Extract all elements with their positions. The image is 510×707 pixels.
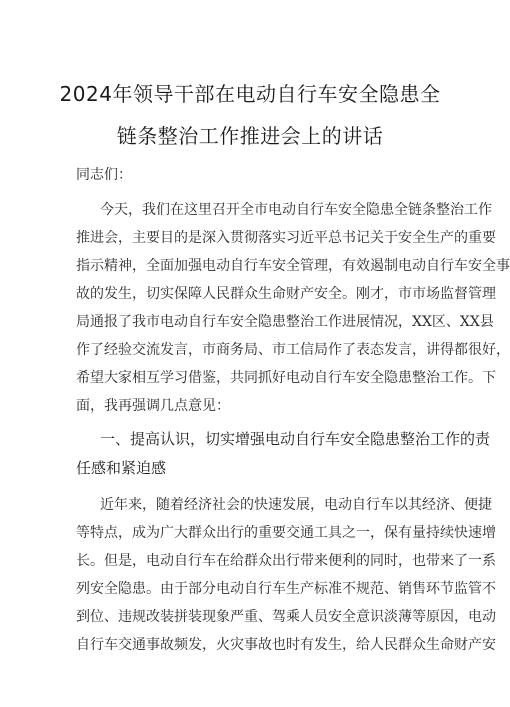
- paragraph-1-line: 希望大家相互学习借鉴，共同抓好电动自行车安全隐患整治工作。下: [76, 370, 496, 386]
- section-heading-line: 一、提高认识，切实增强电动自行车安全隐患整治工作的责: [100, 430, 491, 448]
- paragraph-1-line: 作了经验交流发言，市商务局、市工信局作了表态发言，讲得都很好，: [76, 342, 510, 358]
- salutation: 同志们：: [76, 167, 132, 183]
- paragraph-2-line: 自行车交通事故频发，火灾事故也时有发生，给人民群众生命财产安: [76, 637, 496, 653]
- paragraph-1-line: 面，我再强调几点意见：: [76, 398, 230, 414]
- paragraph-2-line: 列安全隐患。由于部分电动自行车生产标准不规范、销售环节监管不: [76, 581, 496, 597]
- paragraph-1-line: 推进会，主要目的是深入贯彻落实习近平总书记关于安全生产的重要: [76, 230, 496, 246]
- paragraph-1-line: 指示精神，全面加强电动自行车安全管理，有效遏制电动自行车安全事: [76, 258, 510, 274]
- section-heading-line: 任感和紧迫感: [76, 459, 167, 477]
- paragraph-2-line: 长。但是，电动自行车在给群众出行带来便利的同时，也带来了一系: [76, 553, 496, 569]
- paragraph-1-line: 今天，我们在这里召开全市电动自行车安全隐患全链条整治工作: [100, 202, 492, 218]
- document-title-line-2: 链条整治工作推进会上的讲话: [116, 124, 384, 148]
- document-title-line-1: 2024年领导干部在电动自行车安全隐患全: [59, 82, 441, 106]
- paragraph-1-line: 局通报了我市电动自行车安全隐患整治工作进展情况，XX区、XX县: [76, 314, 494, 330]
- paragraph-2-line: 近年来，随着经济社会的快速发展，电动自行车以其经济、便捷: [100, 497, 492, 513]
- paragraph-2-line: 等特点，成为广大群众出行的重要交通工具之一，保有量持续快速增: [76, 525, 496, 541]
- paragraph-2-line: 到位、违规改装拼装现象严重、驾乘人员安全意识淡薄等原因，电动: [76, 609, 496, 625]
- paragraph-1-line: 故的发生，切实保障人民群众生命财产安全。刚才，市市场监督管理: [76, 286, 496, 302]
